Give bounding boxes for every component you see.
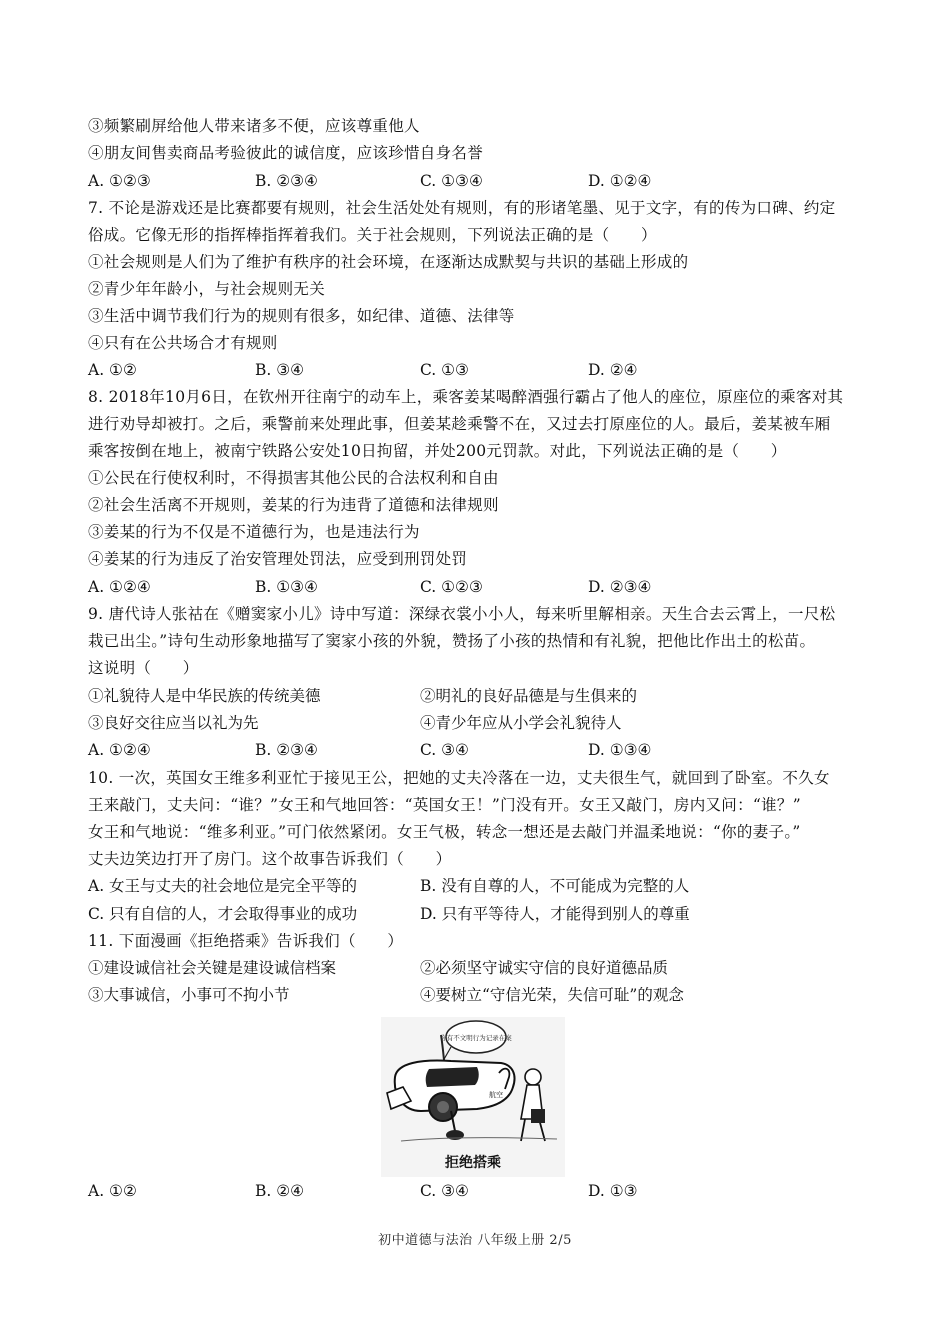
q8-option-a: A. ①②④ — [88, 578, 151, 596]
cartoon-bubble-text: 你有不文明行为记录在案 — [440, 1034, 512, 1042]
q8-stem-line-1: 8. 2018年10月6日，在钦州开往南宁的动车上，乘客姜某喝醉酒强行霸占了他人的座位，原座位的乘客对其 — [88, 388, 844, 406]
q8-stem-line-2: 进行劝导却被打。之后，乘警前来处理此事，但姜某趁乘警不在，又过去打原座位的人。最后，姜某被车厢 — [88, 415, 831, 433]
q9-option-c: C. ③④ — [420, 741, 469, 759]
q9-statement-2: ②明礼的良好品德是与生俱来的 — [420, 687, 638, 705]
q8-option-c: C. ①②③ — [420, 578, 483, 596]
q9-statement-3: ③良好交往应当以礼为先 — [88, 714, 259, 732]
q7-option-c: C. ①③ — [420, 361, 469, 379]
q9-stem-line-1: 9. 唐代诗人张祜在《赠窦家小儿》诗中写道：深绿衣裳小小人，每来听里解相亲。天生合去云霄上，一尺松 — [88, 605, 836, 623]
q9-statement-4: ④青少年应从小学会礼貌待人 — [420, 714, 622, 732]
q10-option-c: C. 只有自信的人，才会取得事业的成功 — [88, 905, 358, 923]
q9-option-b: B. ②③④ — [255, 741, 318, 759]
q6-statement-3: ③频繁刷屏给他人带来诸多不便，应该尊重他人 — [88, 117, 420, 135]
q8-statement-3: ③姜某的行为不仅是不道德行为，也是违法行为 — [88, 523, 420, 541]
q9-stem-line-2: 栽已出尘。”诗句生动形象地描写了窦家小孩的外貌，赞扬了小孩的热情和有礼貌，把他比作出土的松苗。 — [88, 632, 816, 650]
q6-option-b: B. ②③④ — [255, 172, 318, 190]
page-footer: 初中道德与法治 八年级上册 2/5 — [378, 1233, 572, 1248]
q10-option-a: A. 女王与丈夫的社会地位是完全平等的 — [88, 877, 358, 895]
q9-option-d: D. ①③④ — [588, 741, 652, 759]
q7-option-d: D. ②④ — [588, 361, 638, 379]
q7-option-b: B. ③④ — [255, 361, 305, 379]
q11-option-d: D. ①③ — [588, 1182, 638, 1200]
q11-statement-1: ①建设诚信社会关键是建设诚信档案 — [88, 959, 337, 977]
q6-option-c: C. ①③④ — [420, 172, 483, 190]
q7-statement-1: ①社会规则是人们为了维护有秩序的社会环境，在逐渐达成默契与共识的基础上形成的 — [88, 253, 689, 271]
q7-option-a: A. ①② — [88, 361, 137, 379]
q7-statement-3: ③生活中调节我们行为的规则有很多，如纪律、道德、法律等 — [88, 307, 515, 325]
q11-statement-2: ②必须坚守诚实守信的良好道德品质 — [420, 959, 669, 977]
q10-stem-line-3: 女王和气地说：“维多利亚。”可门依然紧闭。女王气极，转念一想还是去敲门并温柔地说：“你的妻子。” — [88, 823, 801, 841]
q8-statement-2: ②社会生活离不开规则，姜某的行为违背了道德和法律规则 — [88, 496, 499, 514]
q10-stem-line-2: 王来敲门，丈夫问：“谁？”女王和气地回答：“英国女王！”门没有开。女王又敲门，房内又问：“谁？” — [88, 796, 801, 814]
q11-statement-4: ④要树立“守信光荣，失信可耻”的观念 — [420, 986, 684, 1004]
q7-statement-4: ④只有在公共场合才有规则 — [88, 334, 278, 352]
cartoon-caption: 拒绝搭乘 — [445, 1155, 501, 1171]
q8-statement-1: ①公民在行使权利时，不得损害其他公民的合法权利和自由 — [88, 469, 499, 487]
q6-option-a: A. ①②③ — [88, 172, 151, 190]
q11-option-c: C. ③④ — [420, 1182, 469, 1200]
q9-statement-1: ①礼貌待人是中华民族的传统美德 — [88, 687, 321, 705]
q9-option-a: A. ①②④ — [88, 741, 151, 759]
q11-option-a: A. ①② — [88, 1182, 137, 1200]
q11-statement-3: ③大事诚信，小事可不拘小节 — [88, 986, 290, 1004]
q6-statement-4: ④朋友间售卖商品考验彼此的诚信度，应该珍惜自身名誉 — [88, 144, 484, 162]
q6-option-d: D. ①②④ — [588, 172, 652, 190]
cartoon-plane-label: 航空 — [489, 1091, 503, 1099]
q11-stem: 11. 下面漫画《拒绝搭乘》告诉我们（ ） — [88, 932, 404, 950]
q10-option-d: D. 只有平等待人，才能得到别人的尊重 — [420, 905, 690, 923]
q11-option-b: B. ②④ — [255, 1182, 305, 1200]
refuse-boarding-cartoon — [381, 1017, 565, 1177]
q8-option-b: B. ①③④ — [255, 578, 318, 596]
q10-stem-line-4: 丈夫边笑边打开了房门。这个故事告诉我们（ ） — [88, 850, 452, 868]
q10-stem-line-1: 10. 一次，英国女王维多利亚忙于接见王公，把她的丈夫冷落在一边，丈夫很生气，就回到了卧室。不久女 — [88, 769, 830, 787]
q8-stem-line-3: 乘客按倒在地上，被南宁铁路公安处10日拘留，并处200元罚款。对此，下列说法正确的是（ ） — [88, 442, 787, 460]
q10-option-b: B. 没有自尊的人，不可能成为完整的人 — [420, 877, 690, 895]
q8-statement-4: ④姜某的行为违反了治安管理处罚法，应受到刑罚处罚 — [88, 550, 468, 568]
q7-stem-line-1: 7. 不论是游戏还是比赛都要有规则，社会生活处处有规则，有的形诸笔墨、见于文字，有的传为口碑、约定 — [88, 199, 836, 217]
q9-stem-line-3: 这说明（ ） — [88, 659, 199, 677]
q7-statement-2: ②青少年年龄小，与社会规则无关 — [88, 280, 326, 298]
q8-option-d: D. ②③④ — [588, 578, 652, 596]
q7-stem-line-2: 俗成。它像无形的指挥棒指挥着我们。关于社会规则，下列说法正确的是（ ） — [88, 226, 657, 244]
